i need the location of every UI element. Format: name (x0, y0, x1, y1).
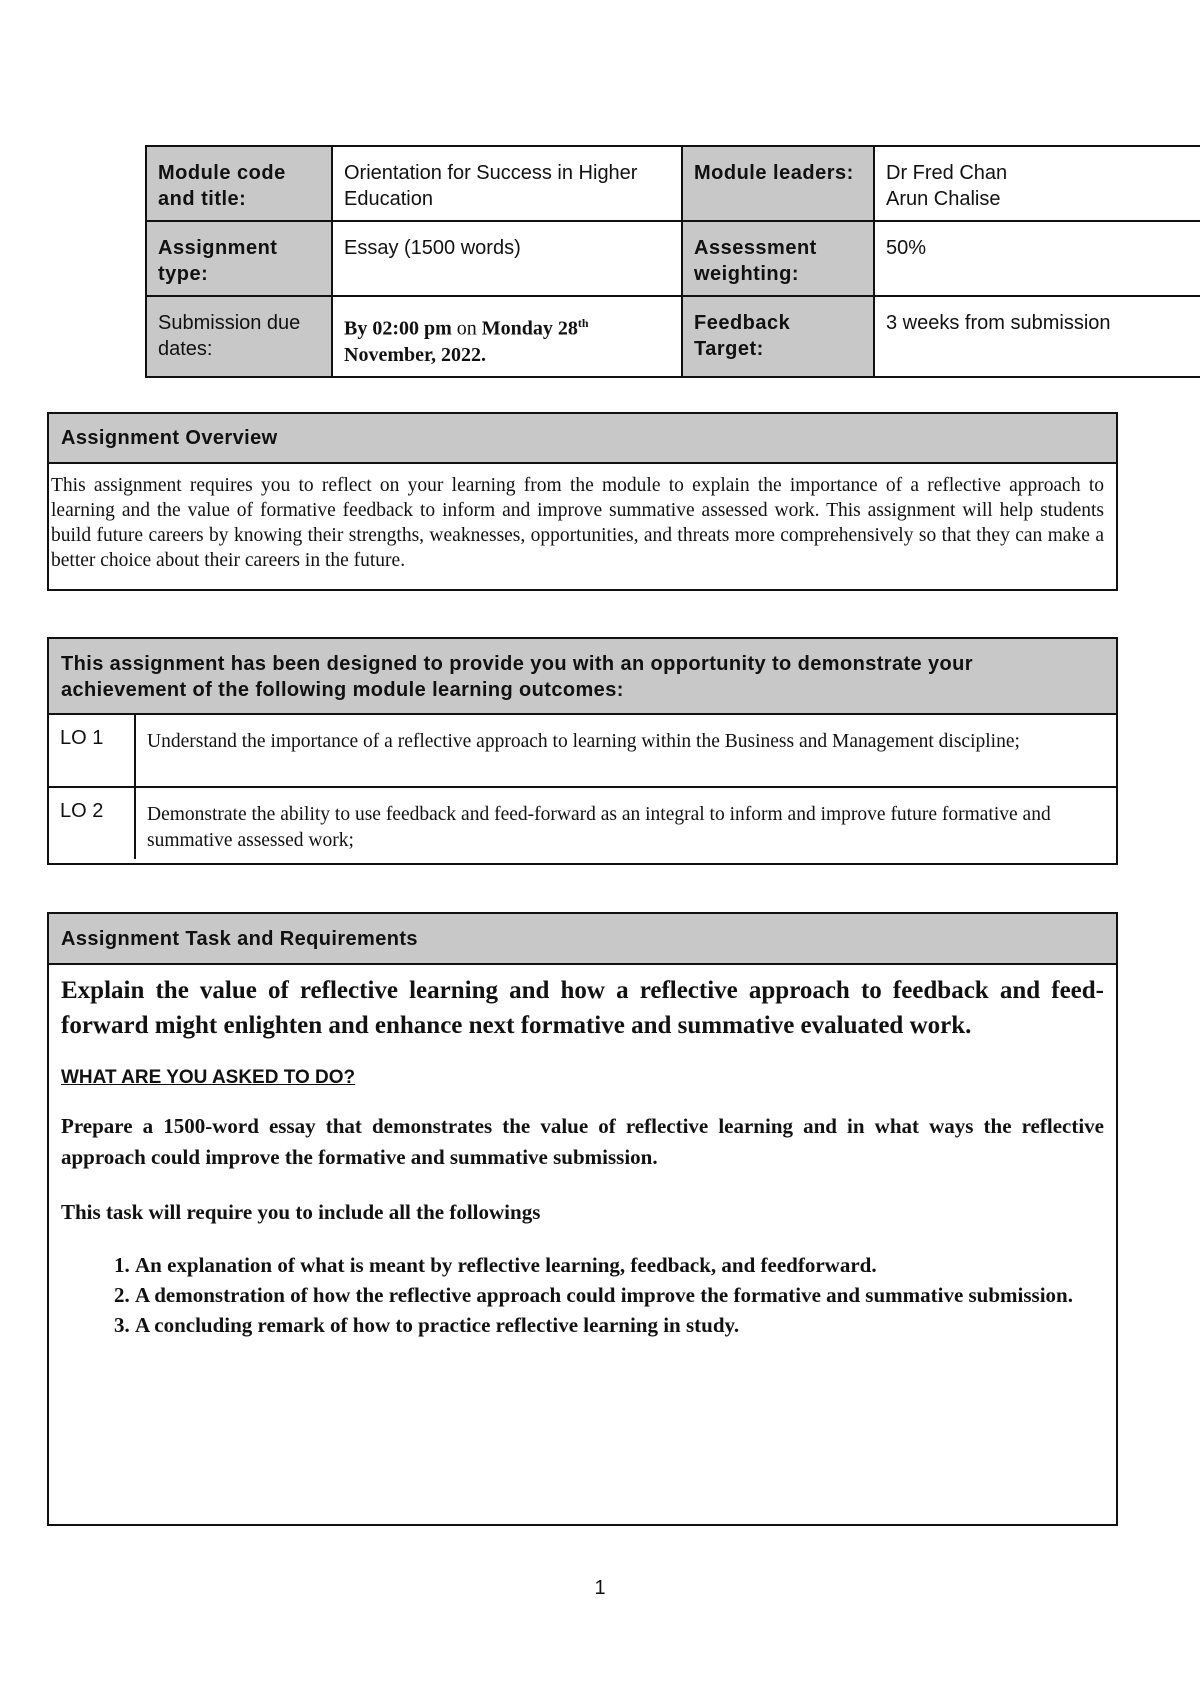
task-requirements-box (47, 912, 1118, 1526)
overview-title: Assignment Overview (49, 414, 1116, 464)
outcome-code: LO 2 (49, 787, 135, 859)
assignment-type-value: Essay (1500 words) (332, 221, 682, 296)
due-label: Submission due dates: (146, 296, 332, 377)
outcomes-table (49, 715, 1116, 859)
task-title: Assignment Task and Requirements (49, 914, 1116, 965)
leaders-value (874, 146, 1200, 221)
feedback-label: Feedback Target: (682, 296, 874, 377)
asked-heading: WHAT ARE YOU ASKED TO DO? (61, 1067, 356, 1088)
module-info-table (145, 145, 1200, 378)
requirements-list (61, 1250, 1104, 1340)
list-item: 3. A concluding remark of how to practice reflective learning in study. (135, 1310, 1104, 1340)
page-number: 1 (594, 1577, 606, 1599)
assignment-type-label: Assignment type: (146, 221, 332, 296)
list-item: 1. An explanation of what is meant by reflective learning, feedback, and feedforward. (135, 1250, 1104, 1280)
outcome-row (49, 715, 1116, 787)
overview-text: This assignment requires you to reflect on your learning from the module to explain the importance of a reflective approach to learning and the value of formative feedback to inform and improve summative assessed work. This assignment will help students build future careers by knowing their strengths, weaknesses, opportunities, and threats more comprehensively so that they can make a better choice about their careers in the future. (51, 475, 1104, 571)
module-label: Module code and title: (146, 146, 332, 221)
outcome-code: LO 1 (49, 715, 135, 787)
leader-1: Dr Fred Chan (886, 162, 1008, 184)
require-intro: This task will require you to include all the followings (61, 1200, 541, 1224)
learning-outcomes-box (47, 637, 1118, 865)
leaders-label: Module leaders: (682, 146, 874, 221)
weighting-value: 50% (874, 221, 1200, 296)
module-value: Orientation for Success in Higher Education (332, 146, 682, 221)
outcome-text: Demonstrate the ability to use feedback and feed-forward as an integral to inform and improve future formative and summative assessed work; (147, 804, 1051, 851)
outcome-text: Understand the importance of a reflective approach to learning within the Business and Management discipline; (135, 715, 1116, 787)
list-item: 2. A demonstration of how the reflective approach could improve the formative and summative submission. (135, 1280, 1104, 1310)
feedback-value: 3 weeks from submission (874, 296, 1200, 377)
due-value: By 02:00 pm on Monday 28th November, 2022. (332, 296, 682, 377)
assignment-overview-box (47, 412, 1118, 591)
outcome-row (49, 787, 1116, 859)
outcomes-title: This assignment has been designed to provide you with an opportunity to demonstrate your achievement of the following module learning outcomes: (49, 639, 1116, 715)
leader-2: Arun Chalise (886, 188, 1001, 210)
prepare-text: Prepare a 1500-word essay that demonstrates the value of reflective learning and in what ways the reflective approach could improve the formative and summative submission. (61, 1114, 1104, 1169)
task-headline: Explain the value of reflective learning and how a reflective approach to feedback and feed-forward might enlighten and enhance next formative and summative evaluated work. (61, 977, 1104, 1039)
weighting-label: Assessment weighting: (682, 221, 874, 296)
